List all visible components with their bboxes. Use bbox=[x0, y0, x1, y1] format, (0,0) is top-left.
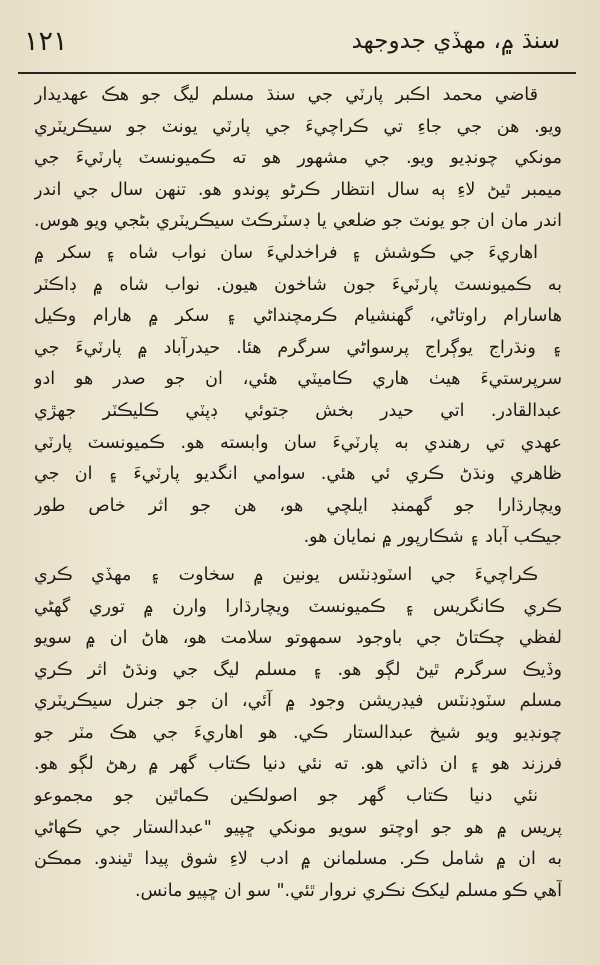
text-line: ظاهري ونڌڻ ڪري ئي هئي. سوامي انگديو پارٽيءَ ۽ ان جي bbox=[34, 464, 562, 485]
text-line: ويو. هن جي جاءِ تي ڪراچيءَ جي پارٽي يونٽ جو سيڪريٽري bbox=[34, 116, 562, 137]
text-line: هاسارام راوتاڻي، گهنشيام ڪرمچنداڻي ۽ سکر ۾ هارام وڪيل bbox=[34, 306, 562, 327]
text-line: مونکي چونڊيو ويو. جي مشهور هو ته ڪميونسٽ پارٽيءَ جي bbox=[34, 148, 562, 169]
text-line: جيڪب آباد ۽ شڪارپور ۾ نمايان هو. bbox=[303, 527, 562, 548]
page-header bbox=[18, 22, 578, 70]
running-title: سنڌ ۾، مهڏي جدوجهد bbox=[351, 28, 560, 54]
text-line: سرپرستيءَ هيٺ هاري ڪاميٽي هئي، ان جو صدر هو ادو bbox=[34, 369, 562, 390]
paragraph-3 bbox=[34, 813, 562, 908]
paragraph-2 bbox=[34, 560, 562, 813]
text-line: عبدالقادر. اتي حيدر بخش جتوئي ڊپٽي ڪليڪٽر جهڙي bbox=[34, 400, 562, 421]
body-text bbox=[34, 80, 562, 907]
text-line: ويچارڌارا جو گهمنڊ ايلچي هو، هن جو اثر خاص طور bbox=[34, 495, 562, 516]
paragraph-1 bbox=[34, 80, 562, 554]
text-line: وڏيڪ سرگرم ٿيڻ لڳو هو. ۽ مسلم ليگ جي ونڌڻ اثر ڪري bbox=[34, 659, 562, 680]
header-rule bbox=[18, 72, 576, 74]
text-line: چونڊيو ويو شيخ عبدالستار ڪي. هو اهاريءَ جي هڪ مٽر جو bbox=[34, 722, 562, 743]
text-line: فرزند هو ۽ ان ذاتي هو. ته نئي دنيا ڪتاب گهر ۾ رهڻ لڳو هو. bbox=[34, 754, 562, 775]
text-line: ۽ ونڌراج يوڳراج پرسواڻي سرگرم هئا. حيدرآباد ۾ پارٽيءَ جي bbox=[34, 337, 562, 358]
text-line: اهاريءَ جي ڪوشش ۽ فراخدليءَ سان نواب شاه ۽ سکر ۾ bbox=[34, 242, 538, 263]
text-line: اندر مان ان جو يونٽ جو ضلعي يا ڊسٽرڪٽ سيڪريٽري بڻجي ويو هوس. bbox=[34, 211, 562, 232]
text-line: عهدي تي رهندي به پارٽيءَ سان وابسته هو. ڪميونسٽ پارٽي bbox=[34, 432, 562, 453]
text-line: به ان ۾ شامل ڪر. مسلمانن ۾ ادب لاءِ شوق پيدا ٿيندو. ممڪن bbox=[34, 849, 562, 870]
text-line: آهي ڪو مسلم ليکڪ نڪري نروار ٿئي." سو ان ڇپيو مانس. bbox=[134, 880, 562, 901]
text-line: قاضي محمد اڪبر پارٽي جي سنڌ مسلم ليگ جو هڪ عهديدار bbox=[34, 85, 538, 105]
text-line: ڪري ڪانگريس ۽ ڪميونسٽ ويچارڌارا وارن ۾ توري گهڻي bbox=[34, 596, 562, 617]
page-number: ١٢١ bbox=[24, 26, 68, 57]
text-line: پريس ۾ هو جو اوچتو سويو مونکي ڇپيو "عبدالستار جي ڪهاڻي bbox=[34, 817, 562, 838]
text-line: مسلم سٽوڊنٽس فيڊريشن وجود ۾ آئي، ان جو جنرل سيڪريٽري bbox=[34, 691, 562, 712]
text-line: نئي دنيا ڪتاب گهر جو اصولڪين ڪماٿين جو مجموعو bbox=[34, 786, 538, 807]
text-line: لفظي چڪتاڻ جي باوجود سمهوتو سلامت هو، هاڻ ان ۾ سويو bbox=[34, 628, 562, 649]
text-line: به ڪميونسٽ پارٽيءَ جون شاخون هيون. نواب شاه ۾ ڊاڪٽر bbox=[34, 274, 562, 295]
text-line: ميمبر ٿيڻ لاءِ ٻه سال انتظار ڪرڻو پوندو هو. تنهن سال جي اندر bbox=[34, 179, 562, 200]
text-line: ڪراچيءَ جي اسٽوڊنٽس يونين ۾ سخاوت ۽ مهڏي ڪري bbox=[34, 564, 538, 585]
